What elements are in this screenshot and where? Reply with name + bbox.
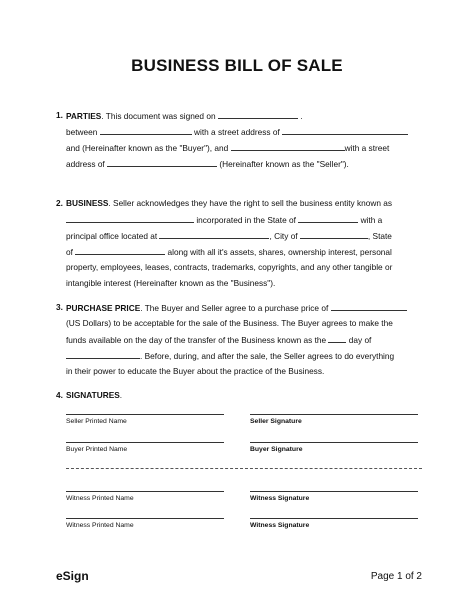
parties-text-2a: between (66, 127, 98, 137)
business-text-3b: , City of (269, 231, 298, 241)
office-address-field[interactable] (159, 230, 269, 239)
business-text-2b: with a (360, 215, 383, 225)
price-text-3a: funds available on the day of the transfer of the Business known as the (66, 335, 327, 345)
parties-line-2 (66, 126, 408, 137)
business-text-4b: along with all it's assets, shares, ownership interest, personal (167, 247, 392, 257)
seller-signature-line[interactable] (250, 414, 418, 415)
business-text-2a: incorporated in the State of (196, 215, 296, 225)
business-line-3 (66, 230, 392, 241)
signatures-heading: SIGNATURES (66, 390, 120, 400)
section-number-parties: 1. (56, 110, 63, 120)
incorporation-state-field[interactable] (298, 214, 358, 223)
parties-text-1-end: . (300, 111, 303, 121)
transfer-month-field[interactable] (66, 350, 140, 359)
section-number-business: 2. (56, 198, 63, 208)
seller-printed-name-line[interactable] (66, 414, 224, 415)
business-line-1 (66, 198, 392, 208)
price-line-3 (66, 334, 371, 345)
witness-1-printed-name-label: Witness Printed Name (66, 495, 134, 502)
price-line-4 (66, 350, 394, 361)
business-heading: BUSINESS (66, 198, 109, 208)
witness-2-printed-name-line[interactable] (66, 518, 224, 519)
parties-line-3 (66, 142, 389, 153)
seller-name-field[interactable] (231, 142, 345, 151)
price-text-1: . The Buyer and Seller agree to a purchase price of (140, 303, 329, 313)
signed-date-field[interactable] (218, 110, 298, 119)
price-heading: PURCHASE PRICE (66, 303, 141, 313)
parties-line-4 (66, 158, 349, 169)
business-name-field[interactable] (66, 214, 194, 223)
section-number-signatures: 4. (56, 390, 63, 400)
parties-text-4a: address of (66, 159, 105, 169)
buyer-printed-name-label: Buyer Printed Name (66, 446, 128, 453)
parties-text-3b: with a street (344, 143, 390, 153)
parties-text-4b: (Hereinafter known as the "Seller"). (219, 159, 349, 169)
dashed-divider (66, 468, 422, 469)
parties-text-2b: with a street address of (194, 127, 280, 137)
business-text-3c: , State (367, 231, 392, 241)
buyer-signature-label: Buyer Signature (250, 446, 303, 453)
witness-2-printed-name-label: Witness Printed Name (66, 522, 134, 529)
office-state-field[interactable] (75, 246, 165, 255)
price-line-1 (66, 302, 407, 313)
purchase-price-field[interactable] (331, 302, 407, 311)
business-line-6: intangible interest (Hereinafter known as the "Business"). (66, 278, 276, 288)
witness-2-signature-label: Witness Signature (250, 522, 310, 529)
business-text-1: . Seller acknowledges they have the right to sell the business entity known as (108, 198, 393, 208)
buyer-printed-name-line[interactable] (66, 442, 224, 443)
parties-heading: PARTIES (66, 111, 102, 121)
seller-printed-name-label: Seller Printed Name (66, 418, 127, 425)
price-text-3b: day of (348, 335, 372, 345)
document-title: BUSINESS BILL OF SALE (131, 56, 343, 75)
signatures-heading-end: . (119, 390, 123, 400)
parties-line-1 (66, 110, 303, 121)
witness-2-signature-line[interactable] (250, 518, 418, 519)
seller-address-field[interactable] (107, 158, 217, 167)
price-line-5: in their power to educate the Buyer about the practice of the Business. (66, 366, 325, 376)
esign-logo: eSign (56, 569, 89, 583)
parties-text-3a: and (Hereinafter known as the "Buyer"), and (66, 143, 229, 153)
section-number-price: 3. (56, 302, 63, 312)
signatures-heading-line (66, 390, 122, 400)
witness-1-printed-name-line[interactable] (66, 491, 224, 492)
transfer-day-field[interactable] (328, 334, 346, 343)
parties-text-1: . This document was signed on (101, 111, 216, 121)
witness-1-signature-line[interactable] (250, 491, 418, 492)
witness-1-signature-label: Witness Signature (250, 495, 310, 502)
business-text-3a: principal office located at (66, 231, 158, 241)
business-line-4 (66, 246, 392, 257)
price-line-2: (US Dollars) to be acceptable for the sale of the Business. The Buyer agrees to make the (66, 318, 393, 328)
office-city-field[interactable] (300, 230, 368, 239)
seller-signature-label: Seller Signature (250, 418, 302, 425)
buyer-signature-line[interactable] (250, 442, 418, 443)
price-text-4: . Before, during, and after the sale, the Seller agrees to do everything (140, 351, 395, 361)
business-line-5: property, employees, leases, contracts, trademarks, copyrights, and any other tangible or (66, 262, 393, 272)
page-number: Page 1 of 2 (370, 571, 422, 582)
business-line-2 (66, 214, 382, 225)
business-text-4a: of (66, 247, 73, 257)
buyer-address-field[interactable] (282, 126, 408, 135)
buyer-name-field[interactable] (100, 126, 192, 135)
